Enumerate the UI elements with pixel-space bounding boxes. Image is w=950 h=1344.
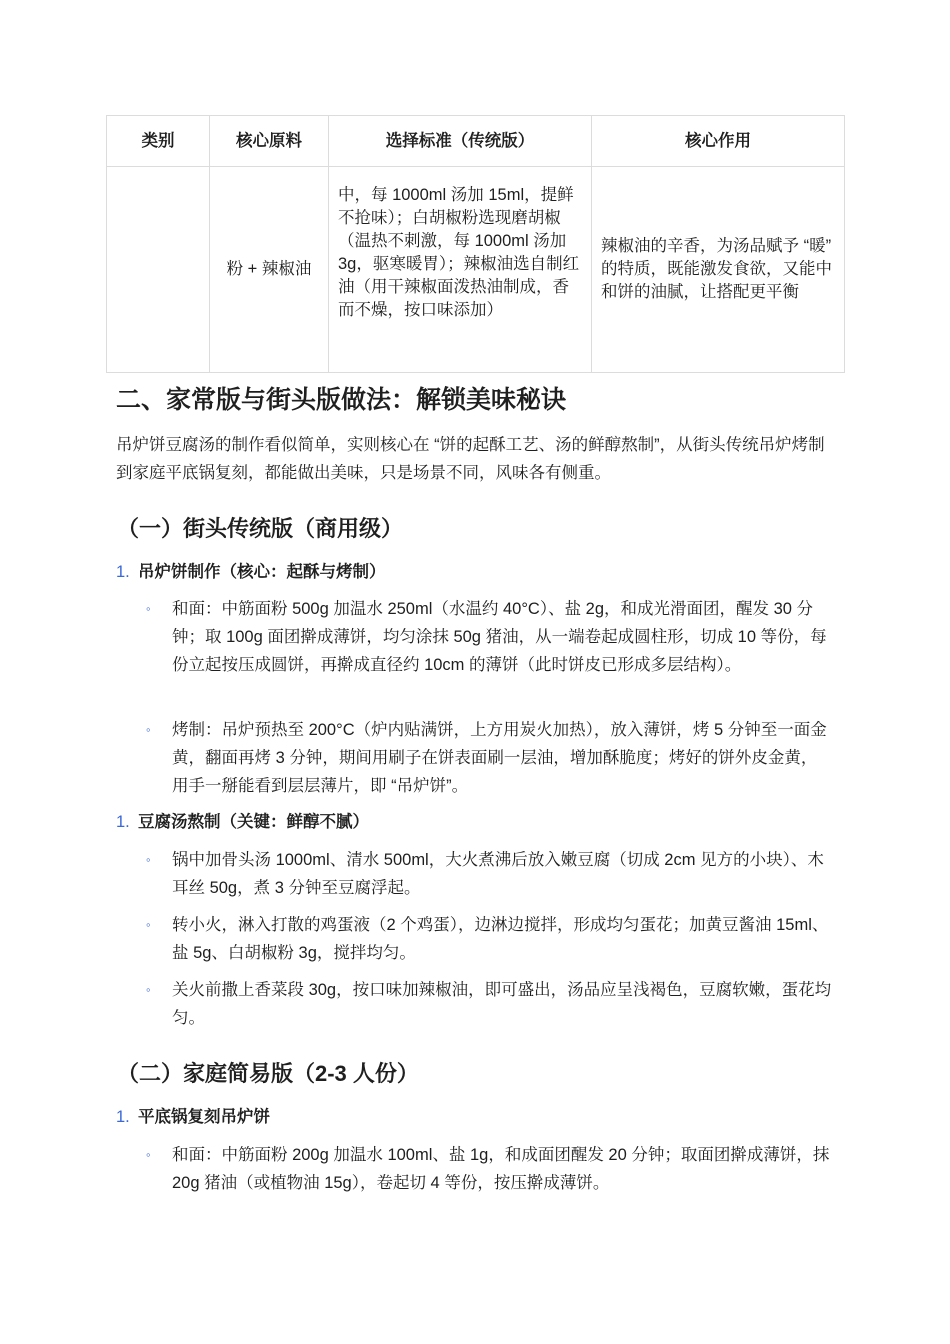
section-intro: 吊炉饼豆腐汤的制作看似简单，实则核心在 “饼的起酥工艺、汤的鲜醇熬制”，从街头传统吊炉烤制到家庭平底锅复刻，都能做出美味，只是场景不同，风味各有侧重。 <box>116 436 825 482</box>
list-number: 1. <box>116 563 130 581</box>
cell-role: 辣椒油的辛香，为汤品赋予 “暖” 的特质，既能激发食欲，又能中和饼的油腻，让搭配更平衡 <box>592 167 845 373</box>
list-item-soup <box>116 810 369 834</box>
bullet-item <box>146 1141 832 1197</box>
bullet-text: 和面：中筋面粉 500g 加温水 250ml（水温约 40°C）、盐 2g，和成光滑面团，醒发 30 分钟；取 100g 面团擀成薄饼，均匀涂抹 50g 猪油，从一端卷起成圆柱形，切成 10 等份，每份立起按压成圆饼，再擀成直径约 10cm 的薄饼（此时饼皮已形成多层结构）。 <box>172 600 827 674</box>
bullet-text: 转小火，淋入打散的鸡蛋液（2 个鸡蛋），边淋边搅拌，形成均匀蛋花；加黄豆酱油 15ml、盐 5g、白胡椒粉 3g，搅拌均匀。 <box>172 916 829 962</box>
bullet-item <box>146 911 832 967</box>
bullet-text: 锅中加骨头汤 1000ml、清水 500ml，大火煮沸后放入嫩豆腐（切成 2cm 见方的小块）、木耳丝 50g，煮 3 分钟至豆腐浮起。 <box>172 851 824 897</box>
list-item-pancake <box>116 560 386 584</box>
cell-standard: 中，每 1000ml 汤加 15ml，提鲜不抢味）；白胡椒粉选现磨胡椒（温热不刺激，每 1000ml 汤加 3g，驱寒暖胃）；辣椒油选自制红油（用干辣椒面泼热油制成，香而不燥，按口味添加） <box>329 167 592 373</box>
bullet-circle-icon: ◦ <box>146 852 151 867</box>
section-heading: 二、家常版与街头版做法：解锁美味秘诀 <box>116 386 567 414</box>
bullet-text: 关火前撒上香菜段 30g，按口味加辣椒油，即可盛出，汤品应呈浅褐色，豆腐软嫩，蛋花均匀。 <box>172 981 832 1027</box>
bullet-text: 和面：中筋面粉 200g 加温水 100ml、盐 1g，和成面团醒发 20 分钟；取面团擀成薄饼，抹 20g 猪油（或植物油 15g），卷起切 4 等份，按压擀成薄饼。 <box>172 1146 830 1192</box>
cell-ingredient: 粉 + 辣椒油 <box>210 167 329 373</box>
bullet-circle-icon: ◦ <box>146 982 151 997</box>
bullet-text: 烤制：吊炉预热至 200°C（炉内贴满饼，上方用炭火加热），放入薄饼，烤 5 分钟至一面金黄，翻面再烤 3 分钟，期间用刷子在饼表面刷一层油，增加酥脆度；烤好的饼外皮金黄，用手一掰能看到层层薄片，即 “吊炉饼”。 <box>172 721 827 795</box>
list-item-label: 平底锅复刻吊炉饼 <box>138 1108 270 1126</box>
table-header-row <box>107 116 845 167</box>
bullet-item <box>146 595 832 679</box>
table-row <box>107 167 845 373</box>
bullet-circle-icon: ◦ <box>146 722 151 737</box>
list-item-label: 豆腐汤熬制（关键：鲜醇不腻） <box>138 813 369 831</box>
header-standard: 选择标准（传统版） <box>329 116 592 167</box>
bullet-circle-icon: ◦ <box>146 917 151 932</box>
header-category: 类别 <box>107 116 210 167</box>
list-item-label: 吊炉饼制作（核心：起酥与烤制） <box>138 563 386 581</box>
subsection-street-heading: （一）街头传统版（商用级） <box>117 516 404 541</box>
bullet-item <box>146 716 832 800</box>
bullet-item <box>146 846 832 902</box>
list-item-home-pancake <box>116 1105 270 1129</box>
header-ingredient: 核心原料 <box>210 116 329 167</box>
ingredients-table <box>106 115 845 373</box>
list-number: 1. <box>116 1108 130 1126</box>
bullet-circle-icon: ◦ <box>146 1147 151 1162</box>
list-number: 1. <box>116 813 130 831</box>
bullet-item <box>146 976 832 1032</box>
header-role: 核心作用 <box>592 116 845 167</box>
bullet-circle-icon: ◦ <box>146 601 151 616</box>
cell-category <box>107 167 210 373</box>
subsection-home-heading: （二）家庭简易版（2-3 人份） <box>117 1061 419 1086</box>
